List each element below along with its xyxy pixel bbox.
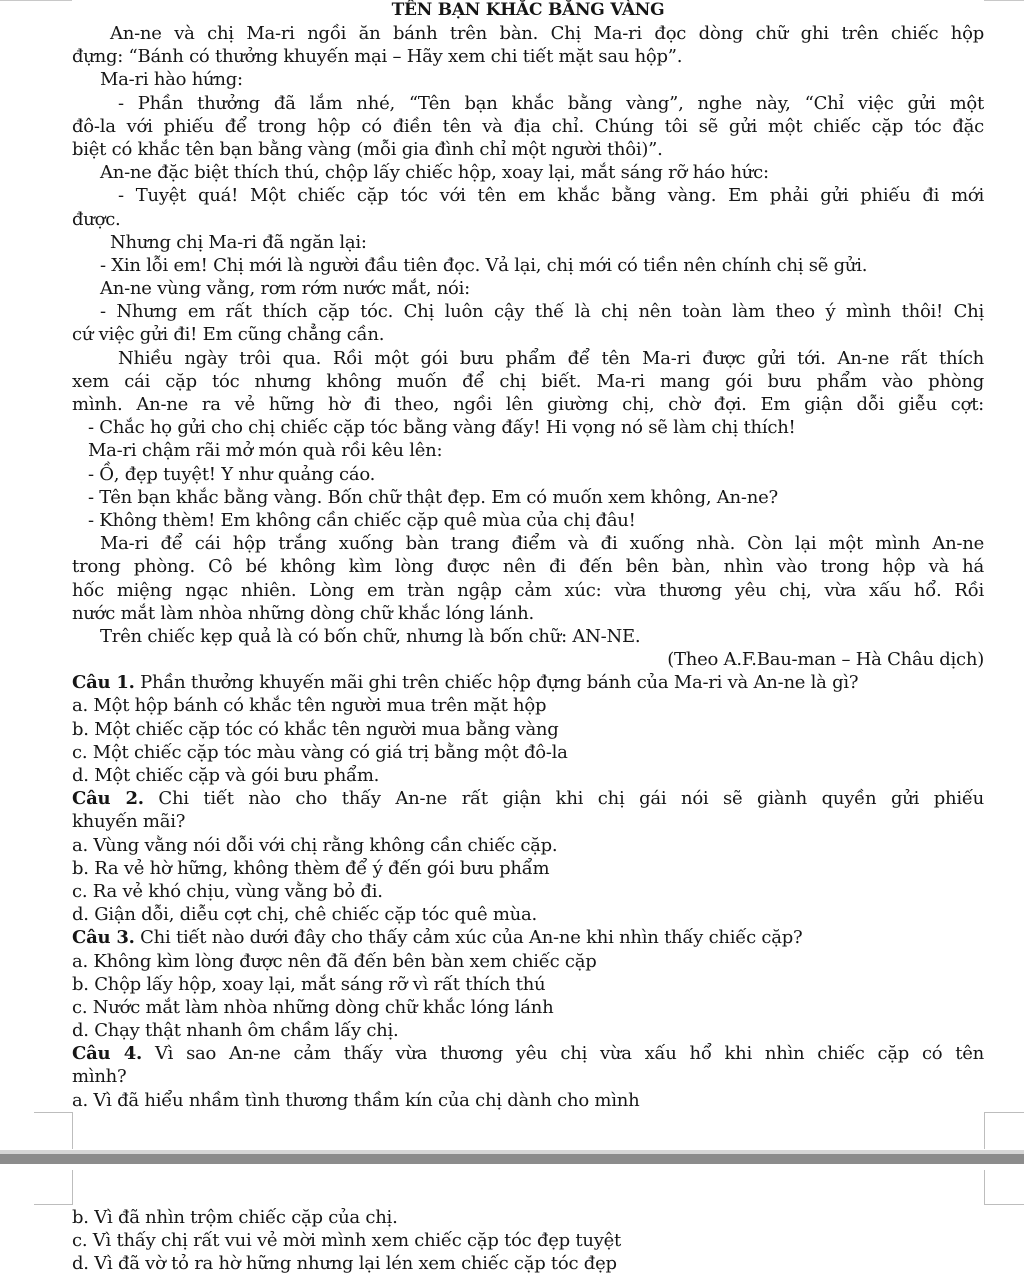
story-line: - Xin lỗi em! Chị mới là người đầu tiên đọc. Vả lại, chị mới có tiền nên chính chị sẽ gửi.: [100, 254, 868, 276]
question-text-continued: mình?: [72, 1066, 127, 1088]
page-one-content: [72, 0, 984, 1112]
answer-option: b. Vì đã nhìn trộm chiếc cặp của chị.: [72, 1207, 398, 1228]
question-label: Câu 2.: [72, 788, 144, 810]
answer-option: a. Không kìm lòng được nên đã đến bên bàn xem chiếc cặp: [72, 950, 597, 972]
story-line: - Nhưng em rất thích cặp tóc. Chị luôn cậy thế là chị nên toàn làm theo ý mình thôi! Chị: [100, 301, 984, 323]
answer-option: d. Một chiếc cặp và gói bưu phẩm.: [72, 765, 380, 786]
story-line: An-ne và chị Ma-ri ngồi ăn bánh trên bàn. Chị Ma-ri đọc dòng chữ ghi trên chiếc hộp: [110, 23, 984, 44]
question-3: [72, 926, 984, 949]
story-line: Nhiều ngày trôi qua. Rồi một gói bưu phẩm để tên Ma-ri được gửi tới. An-ne rất thích: [118, 347, 984, 369]
story-line: Ma-ri để cái hộp trắng xuống bàn trang điểm và đi xuống nhà. Còn lại một mình An-ne: [100, 533, 984, 555]
story-line: An-ne đặc biệt thích thú, chộp lấy chiếc hộp, xoay lại, mắt sáng rỡ háo hức:: [100, 162, 769, 184]
question-text: Vì sao An-ne cảm thấy vừa thương yêu chị vừa xấu hổ khi nhìn chiếc cặp có tên: [154, 1043, 984, 1065]
question-text: Phần thưởng khuyến mãi ghi trên chiếc hộp đựng bánh của Ma-ri và An-ne là gì?: [140, 672, 859, 694]
story-source: (Theo A.F.Bau-man – Hà Châu dịch): [667, 649, 984, 671]
question-text: Chi tiết nào cho thấy An-ne rất giận khi chị gái nói sẽ giành quyền gửi phiếu: [158, 788, 984, 810]
page-corner-mark: [34, 1112, 73, 1149]
story-line: xem cái cặp tóc nhưng không muốn để chị biết. Ma-ri mang gói bưu phẩm vào phòng: [72, 370, 984, 392]
story-line: cứ việc gửi đi! Em cũng chẳng cần.: [72, 324, 385, 346]
story-line: - Ồ, đẹp tuyệt! Y như quảng cáo.: [88, 463, 376, 485]
story-line: đựng: “Bánh có thưởng khuyến mại – Hãy xem chi tiết mặt sau hộp”.: [72, 46, 683, 68]
answer-option: b. Chộp lấy hộp, xoay lại, mắt sáng rỡ vì rất thích thú: [72, 973, 546, 995]
story-line: Trên chiếc kẹp quả là có bốn chữ, nhưng là bốn chữ: AN-NE.: [100, 625, 641, 647]
question-1: [72, 671, 984, 694]
answer-option: b. Một chiếc cặp tóc có khắc tên người mua bằng vàng: [72, 718, 559, 740]
story-line: nước mắt làm nhòa những dòng chữ khắc lóng lánh.: [72, 602, 534, 624]
story-line: - Không thèm! Em không cần chiếc cặp quê mùa của chị đâu!: [88, 509, 636, 531]
question-4: [72, 1042, 984, 1065]
story-line: trong phòng. Cô bé không kìm lòng được nên đi đến bên bàn, nhìn vào trong hộp và há: [72, 556, 984, 578]
story-line: đô-la với phiếu để trong hộp có điền tên và địa chỉ. Chúng tôi sẽ gửi một chiếc cặp tóc đặc: [72, 115, 984, 137]
question-label: Câu 1.: [72, 672, 135, 694]
answer-option: c. Nước mắt làm nhòa những dòng chữ khắc lóng lánh: [72, 996, 554, 1018]
answer-option: d. Giận dỗi, diễu cợt chị, chê chiếc cặp tóc quê mùa.: [72, 904, 537, 926]
answer-option: d. Vì đã vờ tỏ ra hờ hững nhưng lại lén xem chiếc cặp tóc đẹp: [72, 1253, 617, 1275]
story-line: Nhưng chị Ma-ri đã ngăn lại:: [110, 231, 367, 253]
question-label: Câu 3.: [72, 927, 135, 949]
story-line: hốc miệng ngạc nhiên. Lòng em tràn ngập cảm xúc: vừa thương yêu chị, vừa xấu hổ. Rồi: [72, 579, 984, 601]
story-line: - Phần thưởng đã lắm nhé, “Tên bạn khắc bằng vàng”, nghe này, “Chỉ việc gửi một: [118, 92, 984, 114]
story-line: mình. An-ne ra vẻ hững hờ đi theo, ngồi lên giường chị, chờ đợi. Em giận dỗi giễu cợt:: [72, 394, 984, 415]
answer-option: c. Ra vẻ khó chịu, vùng vằng bỏ đi.: [72, 880, 383, 902]
story-line: Ma-ri hào hứng:: [100, 69, 243, 91]
answer-option: b. Ra vẻ hờ hững, không thèm để ý đến gói bưu phẩm: [72, 857, 550, 879]
story-line: biệt có khắc tên bạn bằng vàng (mỗi gia đình chỉ một người thôi)”.: [72, 138, 663, 160]
story-line: - Chắc họ gửi cho chị chiếc cặp tóc bằng vàng đấy! Hi vọng nó sẽ làm chị thích!: [88, 417, 796, 439]
story-line: - Tuyệt quá! Một chiếc cặp tóc với tên em khắc bằng vàng. Em phải gửi phiếu đi mới: [118, 185, 984, 207]
question-text-continued: khuyến mãi?: [72, 811, 186, 833]
answer-option: c. Một chiếc cặp tóc màu vàng có giá trị bằng một đô-la: [72, 741, 568, 763]
answer-option: a. Một hộp bánh có khắc tên người mua trên mặt hộp: [72, 695, 547, 717]
question-label: Câu 4.: [72, 1043, 143, 1065]
question-2: [72, 787, 984, 810]
story-title: TÊN BẠN KHẮC BẰNG VÀNG: [391, 0, 665, 20]
answer-option: d. Chạy thật nhanh ôm chầm lấy chị.: [72, 1020, 399, 1042]
story-line: An-ne vùng vằng, rơm rớm nước mắt, nói:: [100, 278, 470, 300]
story-line: Ma-ri chậm rãi mở món quà rồi kêu lên:: [88, 440, 443, 462]
story-line: được.: [72, 208, 121, 230]
page-corner-mark: [984, 1170, 1024, 1205]
story-line: - Tên bạn khắc bằng vàng. Bốn chữ thật đẹp. Em có muốn xem không, An-ne?: [88, 486, 778, 508]
page-corner-mark: [984, 1112, 1024, 1149]
page-two-content: [72, 1206, 984, 1276]
answer-option: a. Vì đã hiểu nhầm tình thương thầm kín của chị dành cho mình: [72, 1089, 640, 1111]
page-break-divider: [0, 1154, 1024, 1164]
answer-option: a. Vùng vằng nói dỗi với chị rằng không cần chiếc cặp.: [72, 834, 558, 856]
page-corner-mark: [34, 1170, 73, 1205]
answer-option: c. Vì thấy chị rất vui vẻ mời mình xem chiếc cặp tóc đẹp tuyệt: [72, 1230, 622, 1252]
question-text: Chi tiết nào dưới đây cho thấy cảm xúc của An-ne khi nhìn thấy chiếc cặp?: [140, 927, 803, 949]
